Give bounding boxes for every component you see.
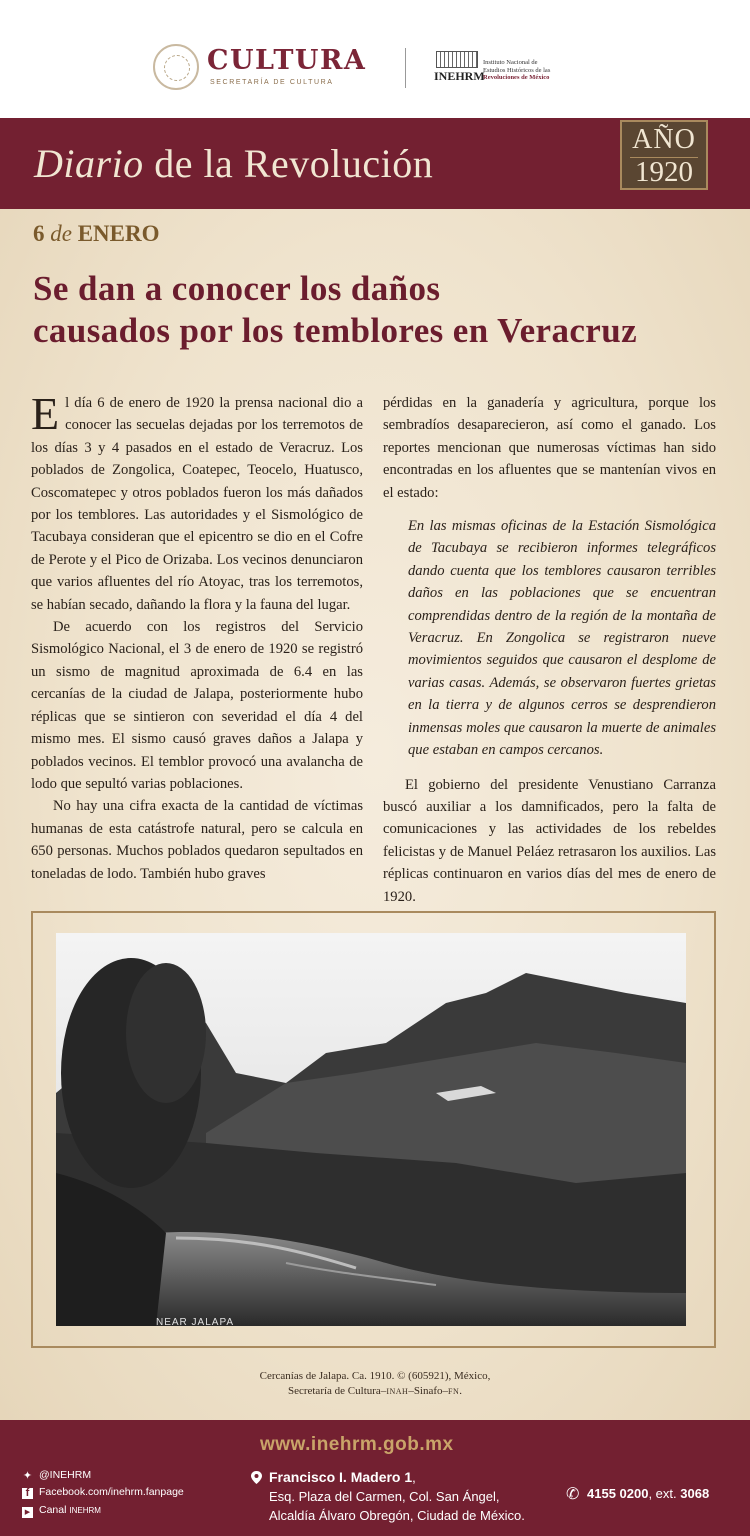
caption-segment: INAH <box>386 1387 409 1396</box>
date-de: de <box>50 221 72 246</box>
inehrm-logo-text: INEHRM <box>434 69 485 83</box>
footer <box>0 1420 750 1536</box>
paragraph <box>31 388 363 616</box>
paragraph: pérdidas en la ganadería y agricultura, porque los sembradíos desaparecieron, así como el ganado. Los reportes mencionan que numerosas víctimas han sido encontradas en los afluentes que se mantenían vivos en el estado: <box>383 395 716 501</box>
phone-ext: 3068 <box>680 1486 710 1501</box>
address-street: Francisco I. Madero 1 <box>269 1469 413 1485</box>
headline-line: Se dan a conocer los daños <box>33 269 441 308</box>
year-label: AÑO <box>632 124 696 155</box>
article-column-left <box>31 388 363 885</box>
top-header <box>0 0 750 118</box>
inehrm-full-name <box>483 59 583 82</box>
twitter-icon: ✦ <box>22 1470 33 1482</box>
series-title-rest: de la Revolución <box>143 141 434 186</box>
youtube-prefix: Canal <box>39 1504 70 1516</box>
headline-line: causados por los temblores en Veracruz <box>33 311 638 350</box>
phone-ext-label: , ext. <box>648 1486 681 1501</box>
caption-line: Cercanías de Jalapa. Ca. 1910. © (605921), México, <box>259 1370 491 1382</box>
facebook-icon: f <box>22 1488 33 1499</box>
inehrm-building-icon <box>436 51 478 68</box>
landscape-photo-image <box>56 933 686 1326</box>
website-link[interactable]: www.inehrm.gob.mx <box>260 1434 454 1455</box>
paragraph-text: l día 6 de enero de 1920 la prensa nacional dio a conocer las secuelas dejadas por los terremotos de los días 3 y 4 pasados en el estado de Veracruz. Los poblados de Zongolica, Coatepec, Teocelo, Huatusco, Coscomatepec y otros poblados fueron los más dañados por los temblores. Las autoridades y el Sismológico de Tacubaya consideran que el epicentro se dio en el Cofre de Perote y el Pico de Orizaba. Los vecinos denunciaron que varios afluentes del río Atoyac, tras los terremotos, se habían secado, dañando la flora y la fauna del lugar. <box>31 395 363 613</box>
address <box>269 1468 525 1525</box>
facebook-url: Facebook.com/inehrm.fanpage <box>39 1486 184 1498</box>
caption-segment: –Sinafo– <box>408 1385 449 1397</box>
paragraph: El gobierno del presidente Venustiano Carranza buscó auxiliar a los damnificados, pero la falta de comunicaciones y las actividades de los rebeldes felicistas y de Manuel Peláez retrasaron los auxilios. Las réplicas continuaron en varios días del mes de enero de 1920. <box>383 776 716 905</box>
twitter-link[interactable] <box>22 1469 91 1482</box>
date-day: 6 <box>33 221 45 246</box>
phone-icon: ✆ <box>566 1486 580 1503</box>
caption-line <box>0 1384 750 1399</box>
historical-photo <box>56 933 686 1326</box>
location-pin-icon <box>250 1471 263 1484</box>
phone-main: 4155 0200 <box>587 1486 649 1501</box>
cultura-logo-text: CULTURA <box>207 45 367 76</box>
year-value: 1920 <box>635 156 693 188</box>
logo-divider <box>405 48 406 88</box>
youtube-channel: INEHRM <box>69 1506 101 1515</box>
address-line: Alcaldía Álvaro Obregón, Ciudad de México. <box>269 1508 525 1523</box>
address-line: Esq. Plaza del Carmen, Col. San Ángel, <box>269 1489 500 1504</box>
date-month: ENERO <box>77 221 160 246</box>
article-column-right <box>383 392 716 908</box>
inehrm-name-line: Instituto Nacional de <box>483 59 538 66</box>
block-quote: En las mismas oficinas de la Estación Sismológica de Tacubaya se recibieron informes telegráficos dando cuenta que los temblores causaron terribles daños en las poblaciones que se encuentran comprendidas dentro de la región de la montaña de Veracruz. En Zongolica se registraron nueve movimientos seguidos que causaron el desplome de varias casas. Además, se observaron fuertes grietas en la tierra y de algunos cerros se desprendieron inmensas moles que causaron la muerte de animales que estaban en campos cercanos. <box>408 518 716 759</box>
cultura-subtitle: SECRETARÍA DE CULTURA <box>210 79 334 86</box>
photo-inscription: NEAR JALAPA <box>156 1317 235 1326</box>
caption-segment: . <box>459 1385 463 1397</box>
caption-segment: Secretaría de Cultura– <box>287 1385 387 1397</box>
address-line <box>269 1468 525 1487</box>
article-date <box>33 221 160 247</box>
inehrm-name-line: Estudios Históricos de las <box>483 66 551 74</box>
caption-segment: FN <box>448 1387 460 1396</box>
inehrm-name-line: Revoluciones de México <box>483 74 550 81</box>
paragraph: De acuerdo con los registros del Servicio Sismológico Nacional, el 3 de enero de 1920 se registró un sismo de magnitud aproximada de 6.4 en las cercanías de la ciudad de Jalapa, posteriormente hubo réplicas que se sintieron con severidad el día 4 del mismo mes. El sismo causó graves daños a Jalapa y poblados vecinos. El temblor provocó una avalancha de lodo que sepultó varias poblaciones. <box>31 619 363 792</box>
paragraph: No hay una cifra exacta de la cantidad de víctimas humanas de esta catástrofe natural, pero se calcula en 650 personas. Muchos poblados quedaron sepultados en toneladas de lodo. También hubo graves <box>31 798 363 882</box>
mexico-seal-icon <box>153 44 199 90</box>
youtube-link[interactable] <box>22 1504 101 1518</box>
twitter-handle: @INEHRM <box>39 1469 92 1481</box>
series-title <box>34 140 433 187</box>
series-title-italic: Diario <box>34 141 144 186</box>
year-badge <box>620 120 708 190</box>
article-headline <box>33 268 723 352</box>
photo-caption <box>0 1369 750 1399</box>
facebook-link[interactable] <box>22 1486 184 1499</box>
drop-cap: E <box>31 388 60 439</box>
phone-number[interactable] <box>587 1486 709 1501</box>
address-comma: , <box>412 1470 416 1485</box>
youtube-icon: ▶ <box>22 1507 33 1518</box>
